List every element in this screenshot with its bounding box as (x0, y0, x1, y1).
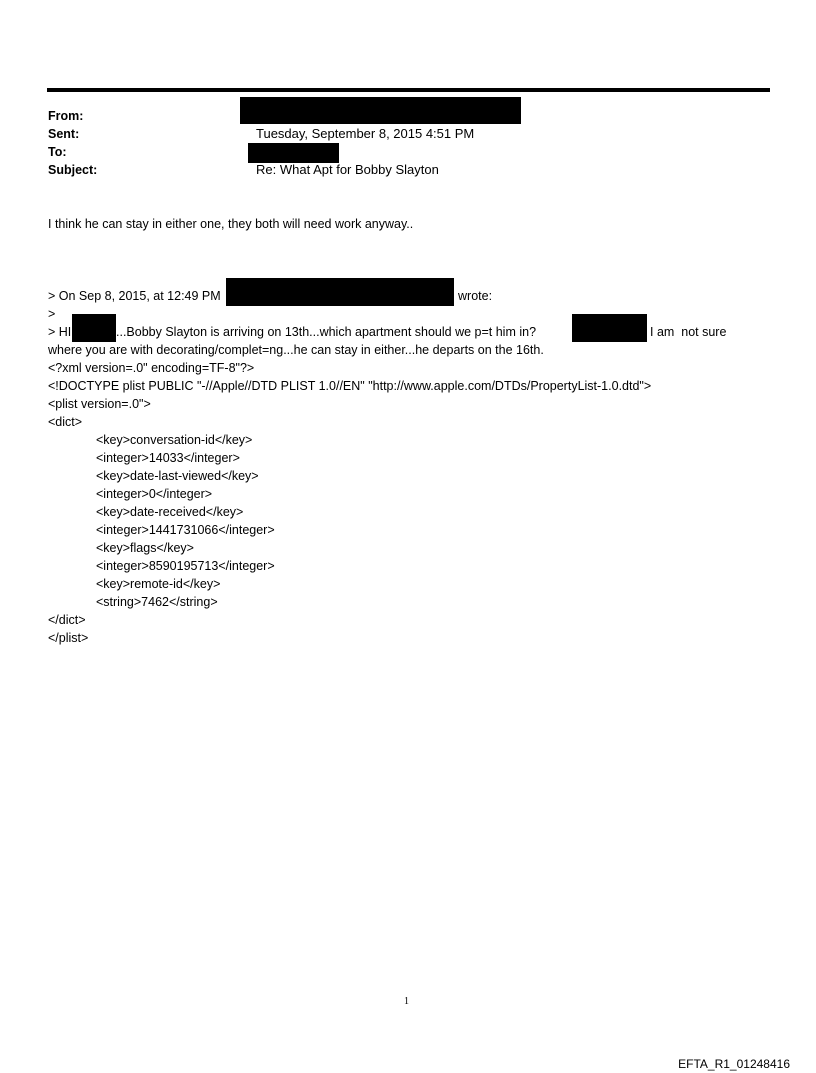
quote-line1-a: > HI (48, 325, 72, 339)
redacted-name (72, 314, 116, 342)
redacted-sender (226, 278, 454, 306)
plist-line: <dict> (48, 415, 83, 429)
quote-blank: > (48, 307, 56, 321)
plist-dict-entry: <key>date-last-viewed</key> (96, 469, 259, 483)
redacted-name-2 (572, 314, 647, 342)
to-label: To: (48, 145, 67, 159)
subject-value: Re: What Apt for Bobby Slayton (256, 162, 439, 177)
redacted-to (248, 143, 339, 163)
plist-dict-entry: <integer>8590195713</integer> (96, 559, 275, 573)
plist-line: <!DOCTYPE plist PUBLIC "-//Apple//DTD PLIST 1.0//EN" "http://www.apple.com/DTDs/PropertyList-1.0.dtd"> (48, 379, 652, 393)
sent-value: Tuesday, September 8, 2015 4:51 PM (256, 126, 475, 141)
plist-line: <?xml version=.0" encoding=TF-8"?> (48, 361, 255, 375)
plist-dict-entry: <integer>1441731066</integer> (96, 523, 275, 537)
page-number: 1 (404, 996, 409, 1007)
document-id: EFTA_R1_01248416 (678, 1057, 790, 1071)
subject-label: Subject: (48, 163, 98, 177)
plist-line: <plist version=.0"> (48, 397, 151, 411)
redacted-from (240, 97, 521, 124)
from-label: From: (48, 109, 84, 123)
plist-dict-entry: <string>7462</string> (96, 595, 218, 609)
plist-dict-entry: <key>remote-id</key> (96, 577, 221, 591)
reply-text: I think he can stay in either one, they both will need work anyway.. (48, 217, 414, 231)
plist-dict-entry: <integer>0</integer> (96, 487, 213, 501)
plist-dict-entry: <key>flags</key> (96, 541, 194, 555)
header-rule (47, 88, 770, 92)
sent-label: Sent: (48, 127, 80, 141)
quote-intro-post: wrote: (458, 289, 493, 303)
quote-line2: where you are with decorating/complet=ng...he can stay in either...he departs on the 16th. (48, 343, 544, 357)
quote-line1-b: ...Bobby Slayton is arriving on 13th...which apartment should we p=t him in? (116, 325, 537, 339)
plist-close: </dict> (48, 613, 86, 627)
plist-dict-entry: <integer>14033</integer> (96, 451, 240, 465)
plist-dict-entry: <key>date-received</key> (96, 505, 244, 519)
plist-close: </plist> (48, 631, 89, 645)
quote-intro-pre: > On Sep 8, 2015, at 12:49 PM (48, 289, 221, 303)
quote-line1-c: I am not sure (650, 325, 727, 339)
plist-dict-entry: <key>conversation-id</key> (96, 433, 253, 447)
